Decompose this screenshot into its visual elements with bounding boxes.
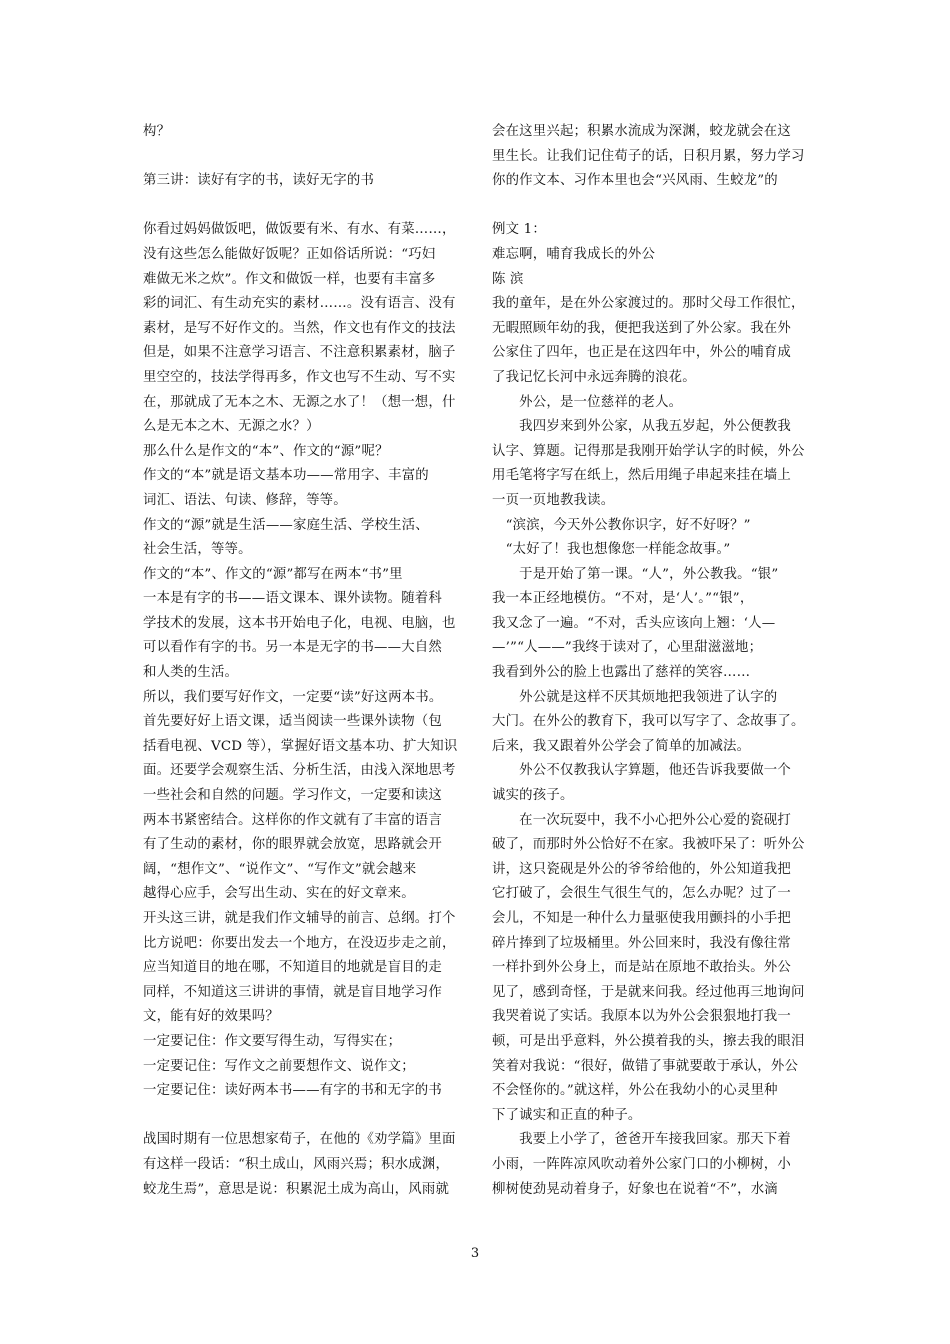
text-line: 我又念了一遍。“不对，舌头应该向上翘：‘人— [492,615,776,631]
text-line: 阔，“想作文”、“说作文”、“写作文”就会越来 [143,861,417,877]
text-line: 没有这些怎么能做好饭呢？正如俗话所说：“巧妇 [143,246,436,262]
text-line: 难做无米之炊”。作文和做饭一样，也要有丰富多 [143,271,436,287]
text-line: 一样扑到外公身上，而是站在原地不敢抬头。外公 [492,960,791,976]
text-line: 讲，这只瓷砚是外公的爷爷给他的，外公知道我把 [492,861,791,877]
text-line: 里生长。让我们记住荀子的话，日积月累，努力学习 [492,148,805,164]
text-line: 碎片捧到了垃圾桶里。外公回来时，我没有像往常 [492,935,791,951]
blank-line [143,194,461,219]
text-line: 顿，可是出乎意料，外公摸着我的头，擦去我的眼泪 [492,1033,805,1049]
text-line: 一定要记住：写作文之前要想作文、说作文； [143,1058,415,1074]
text-line: 但是，如果不注意学习语言、不注意积累素材，脑子 [143,345,456,361]
page-number: 3 [470,1246,480,1261]
text-line: 那么什么是作文的“本”、作文的“源”呢？ [143,443,389,459]
text-line: 作文的“本”就是语文基本功——常用字、丰富的 [143,468,429,484]
left-text-column [143,120,461,1202]
text-line: 第三讲：读好有字的书，读好无字的书 [143,173,375,189]
text-line: 公家住了四年，也正是在这四年中，外公的哺育成 [492,345,791,361]
text-line: 一些社会和自然的问题。学习作文，一定要和读这 [143,788,442,804]
text-line: 所以，我们要写好作文，一定要“读”好这两本书。 [143,689,443,705]
text-line: 破了，而那时外公恰好不在家。我被吓呆了：听外公 [492,837,805,853]
text-line: 我的童年，是在外公家渡过的。那时父母工作很忙， [492,296,805,312]
blank-line [143,1104,461,1129]
text-line: 括看电视、VCD 等），掌握好语文基本功、扩大知识 [143,738,458,754]
text-line: 和人类的生活。 [143,665,239,681]
text-line: 应当知道目的地在哪，不知道目的地就是盲目的走 [143,960,442,976]
text-line: 素材，是写不好作文的。当然，作文也有作文的技法 [143,320,456,336]
text-line: 么是无本之木、无源之水？） [143,419,320,435]
text-line: 后来，我又跟着外公学会了简单的加减法。 [492,738,751,754]
blank-line [492,194,810,219]
text-line: 难忘啊，哺育我成长的外公 [492,246,656,262]
text-line: 我看到外公的脸上也露出了慈祥的笑容…… [492,665,751,681]
text-line: 构？ [143,124,171,139]
text-line: 两本书紧密结合。这样你的作文就有了丰富的语言 [143,812,442,828]
text-line: 小雨，一阵阵凉风吹动着外公家门口的小柳树，小 [492,1156,791,1172]
text-line: 作文的“源”就是生活——家庭生活、学校生活、 [143,517,429,533]
text-line: 一页一页地教我读。 [492,492,615,508]
text-line: 于是开始了第一课。“人”，外公教我。“银” [492,566,779,582]
text-line: 下了诚实和正直的种子。 [492,1107,642,1123]
text-line: 比方说吧：你要出发去一个地方，在没迈步走之前， [143,935,456,951]
text-line: 战国时期有一位思想家荀子，在他的《劝学篇》里面 [143,1132,456,1148]
text-line: 你的作文本、习作本里也会“兴风雨、生蛟龙”的 [492,173,778,189]
text-line: 作文的“本”、作文的“源”都写在两本“书”里 [143,566,403,582]
text-line: 一定要记住：读好两本书——有字的书和无字的书 [143,1083,442,1099]
text-line: 它打破了，会很生气很生气的，怎么办呢？过了一 [492,886,791,902]
text-line: 不会怪你的。”就这样，外公在我幼小的心灵里种 [492,1083,778,1099]
text-line: 蛟龙生焉”，意思是说：积累泥土成为高山，风雨就 [143,1181,450,1197]
text-line: 社会生活，等等。 [143,542,252,558]
right-text-column [492,120,810,1202]
text-line: 我一本正经地模仿。“不对，是‘人’。”“银”， [492,591,754,607]
text-line: —’”“人——”我终于读对了，心里甜滋滋地； [492,640,763,656]
text-line: 我哭着说了实话。我原本以为外公会狠狠地打我一 [492,1009,791,1025]
text-line: 见了，感到奇怪，于是就来问我。经过他再三地询问 [492,984,805,1000]
text-line: 我要上小学了，爸爸开车接我回家。那天下着 [492,1132,791,1148]
text-line: 你看过妈妈做饭吧，做饭要有米、有水、有菜……， [143,222,456,238]
text-line: 大门。在外公的教育下，我可以写字了、念故事了。 [492,714,805,730]
text-line: 在一次玩耍中，我不小心把外公心爱的瓷砚打 [492,812,791,828]
text-line: 我四岁来到外公家，从我五岁起，外公便教我 [492,419,791,435]
text-line: 诚实的孩子。 [492,788,574,804]
text-line: 文，能有好的效果吗？ [143,1009,279,1025]
text-line: 会在这里兴起；积累水流成为深渊，蛟龙就会在这 [492,124,791,139]
text-line: 外公，是一位慈祥的老人。 [492,394,683,410]
text-line: 词汇、语法、句读、修辞，等等。 [143,492,347,508]
text-line: 无暇照顾年幼的我，便把我送到了外公家。我在外 [492,320,791,336]
text-line: 一本是有字的书——语文课本、课外读物。随着科 [143,591,442,607]
text-line: 越得心应手，会写出生动、实在的好文章来。 [143,886,415,902]
text-line: 笑着对我说：“很好，做错了事就要敢于承认，外公 [492,1058,799,1074]
text-line: 开头这三讲，就是我们作文辅导的前言、总纲。打个 [143,911,456,926]
text-line: 首先要好好上语文课，适当阅读一些课外读物（包 [143,714,442,730]
text-line: 彩的词汇、有生动充实的素材……。没有语言、没有 [143,296,456,312]
text-line: “太好了！我也想像您一样能念故事。” [492,542,731,558]
text-line: 柳树使劲晃动着身子，好象也在说着“不”，水滴 [492,1181,778,1197]
text-line: 用毛笔将字写在纸上，然后用绳子串起来挂在墙上 [492,468,791,484]
text-line: 在，那就成了无本之木、无源之水了！（想一想，什 [143,394,456,410]
text-line: 可以看作有字的书。另一本是无字的书——大自然 [143,640,442,656]
blank-line [143,145,461,170]
text-line: 外公不仅教我认字算题，他还告诉我要做一个 [492,763,791,779]
text-line: 面。还要学会观察生活、分析生活，由浅入深地思考 [143,763,456,779]
text-line: 认字、算题。记得那是我刚开始学认字的时候，外公 [492,443,805,459]
text-line: 一定要记住：作文要写得生动，写得实在； [143,1033,402,1049]
text-line: 会儿，不知是一种什么力量驱使我用颤抖的小手把 [492,911,791,926]
text-line: 里空空的，技法学得再多，作文也写不生动、写不实 [143,369,456,385]
text-line: 有了生动的素材，你的眼界就会放宽，思路就会开 [143,837,442,853]
text-line: 陈 滨 [492,271,524,287]
text-line: 学技术的发展，这本书开始电子化，电视、电脑，也 [143,615,456,631]
text-line: 有这样一段话：“积土成山，风雨兴焉；积水成渊， [143,1156,450,1172]
text-line: 了我记忆长河中永远奔腾的浪花。 [492,369,696,385]
text-line: 同样，不知道这三讲讲的事情，就是盲目地学习作 [143,984,442,1000]
text-line: 例文 1： [492,222,546,238]
text-line: 外公就是这样不厌其烦地把我领进了认字的 [492,689,778,705]
text-line: “滨滨，今天外公教你识字，好不好呀？” [492,517,751,533]
